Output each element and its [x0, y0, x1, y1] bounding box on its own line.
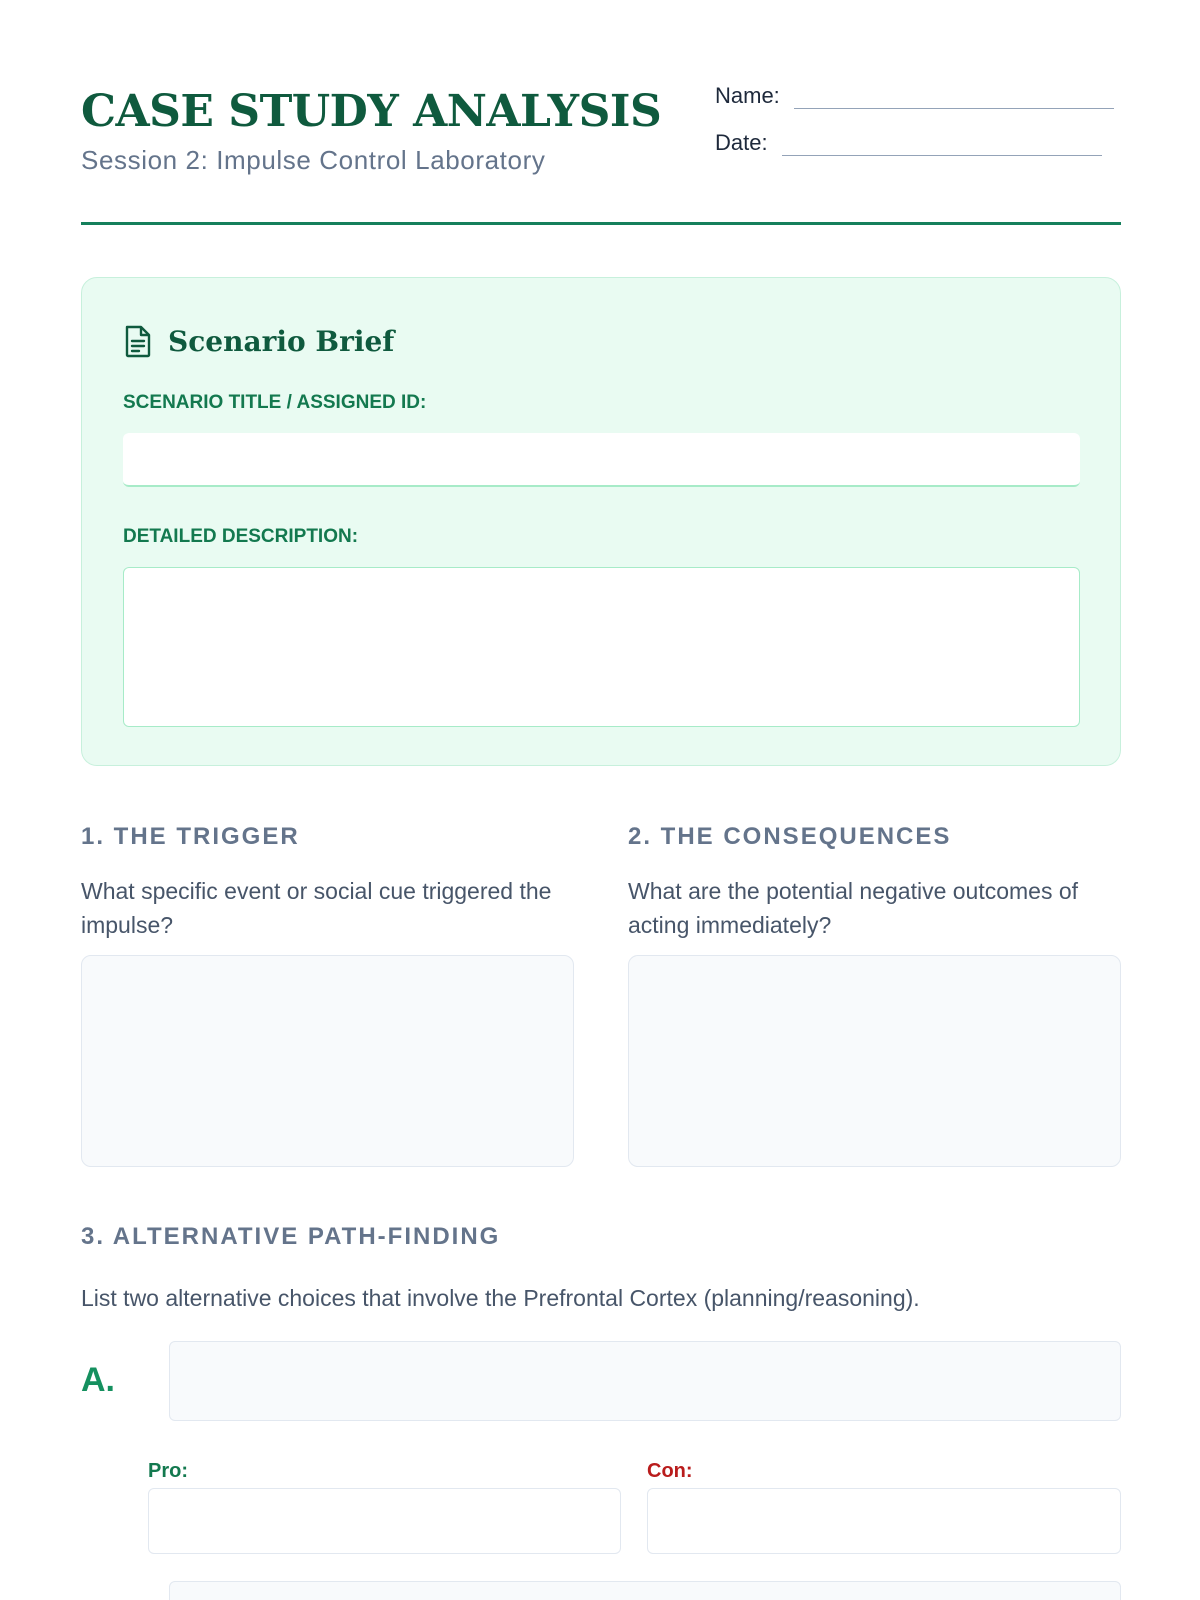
description-label: DETAILED DESCRIPTION:	[123, 526, 359, 547]
consequences-answer-box[interactable]	[628, 955, 1121, 1167]
date-row	[715, 130, 1102, 156]
scenario-brief-title: Scenario Brief	[168, 324, 395, 358]
alternative-a-letter: A.	[81, 1361, 115, 1399]
scenario-title-label: SCENARIO TITLE / ASSIGNED ID:	[123, 392, 427, 413]
con-label: Con:	[647, 1460, 693, 1482]
trigger-heading: 1. THE TRIGGER	[81, 823, 300, 850]
pro-label: Pro:	[148, 1460, 188, 1482]
alternatives-heading: 3. ALTERNATIVE PATH-FINDING	[81, 1223, 501, 1250]
name-field[interactable]	[794, 83, 1114, 109]
trigger-answer-box[interactable]	[81, 955, 574, 1167]
page-title: CASE STUDY ANALYSIS	[81, 86, 662, 137]
page-subtitle: Session 2: Impulse Control Laboratory	[81, 145, 546, 175]
scenario-title-input[interactable]	[123, 433, 1080, 487]
alternative-a-input[interactable]	[169, 1341, 1121, 1421]
document-icon	[124, 324, 152, 358]
description-textarea[interactable]	[123, 567, 1080, 727]
con-input[interactable]	[647, 1488, 1121, 1554]
date-label: Date:	[715, 130, 768, 155]
consequences-heading: 2. THE CONSEQUENCES	[628, 823, 952, 850]
pro-input[interactable]	[148, 1488, 621, 1554]
trigger-question: What specific event or social cue triggered the impulse?	[81, 878, 552, 938]
alternative-b-input[interactable]	[169, 1581, 1121, 1600]
name-label: Name:	[715, 83, 780, 108]
worksheet-page	[81, 0, 1121, 1600]
name-row	[715, 83, 1114, 109]
alternatives-question: List two alternative choices that involve the Prefrontal Cortex (planning/reasoning).	[81, 1285, 920, 1311]
worksheet-header	[81, 80, 1121, 225]
scenario-brief-heading	[124, 324, 394, 358]
date-field[interactable]	[782, 130, 1102, 156]
scenario-brief-card	[81, 277, 1121, 766]
consequences-question: What are the potential negative outcomes of acting immediately?	[628, 878, 1079, 938]
